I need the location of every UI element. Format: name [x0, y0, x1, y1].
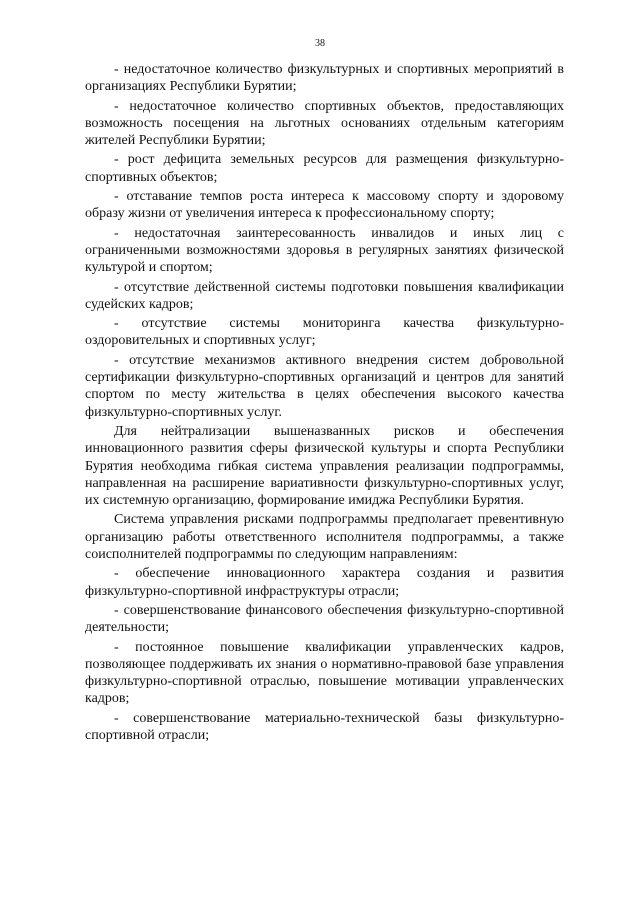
risk-item-facilities: - недостаточное количество спортивных объектов, предоставляющих возможность посещения на льготных основаниях отдельным категориям жителей Республики Бурятии; — [85, 98, 564, 149]
direction-item-material-base: - совершенствование материально-технической базы физкультурно-спортивной отрасли; — [85, 710, 564, 743]
direction-item-training: - постоянное повышение квалификации управленческих кадров, позволяющее поддерживать их знания о нормативно-правовой базе управления физкультурно-спортивной отраслью, повышение мотивации управленческих кадров; — [85, 639, 564, 707]
document-body — [85, 61, 564, 746]
risk-item-certification: - отсутствие механизмов активного внедрения систем добровольной сертификации физкультурно-спортивных организаций и центров для занятий спортом по месту жительства в целях обеспечения высокого качества физкультурно-спортивных услуг. — [85, 352, 564, 420]
risk-item-events: - недостаточное количество физкультурных и спортивных мероприятий в организациях Республики Бурятии; — [85, 62, 564, 95]
risk-item-land: - рост дефицита земельных ресурсов для размещения физкультурно-спортивных объектов; — [85, 152, 564, 185]
risk-item-interest: - отставание темпов роста интереса к массовому спорту и здоровому образу жизни от увеличения интереса к профессиональному спорту; — [85, 189, 564, 222]
risk-item-referees: - отсутствие действенной системы подготовки повышения квалификации судейских кадров; — [85, 279, 564, 312]
paragraph-neutralization: Для нейтрализации вышеназванных рисков и обеспечения инновационного развития сферы физической культуры и спорта Республики Бурятия необходима гибкая система управления реализации подпрограммы, направленная на расширение вариативности физкультурно-спортивных услуг, их системную организацию, формирование имиджа Республики Бурятия. — [85, 423, 564, 509]
direction-item-funding: - совершенствование финансового обеспечения физкультурно-спортивной деятельности; — [85, 602, 564, 636]
paragraph-risk-management: Система управления рисками подпрограммы предполагает превентивную организацию работы ответственного исполнителя подпрограммы, а также соисполнителей подпрограммы по следующим направлениям: — [85, 512, 564, 563]
risk-item-disabled: - недостаточная заинтересованность инвалидов и иных лиц с ограниченными возможностями здоровья в регулярных занятиях физической культурой и спортом; — [85, 225, 564, 276]
page-number: 38 — [315, 38, 325, 49]
risk-item-monitoring: - отсутствие системы мониторинга качества физкультурно-оздоровительных и спортивных услуг; — [85, 316, 564, 349]
direction-item-infrastructure: - обеспечение инновационного характера создания и развития физкультурно-спортивной инфраструктуры отрасли; — [85, 566, 564, 599]
